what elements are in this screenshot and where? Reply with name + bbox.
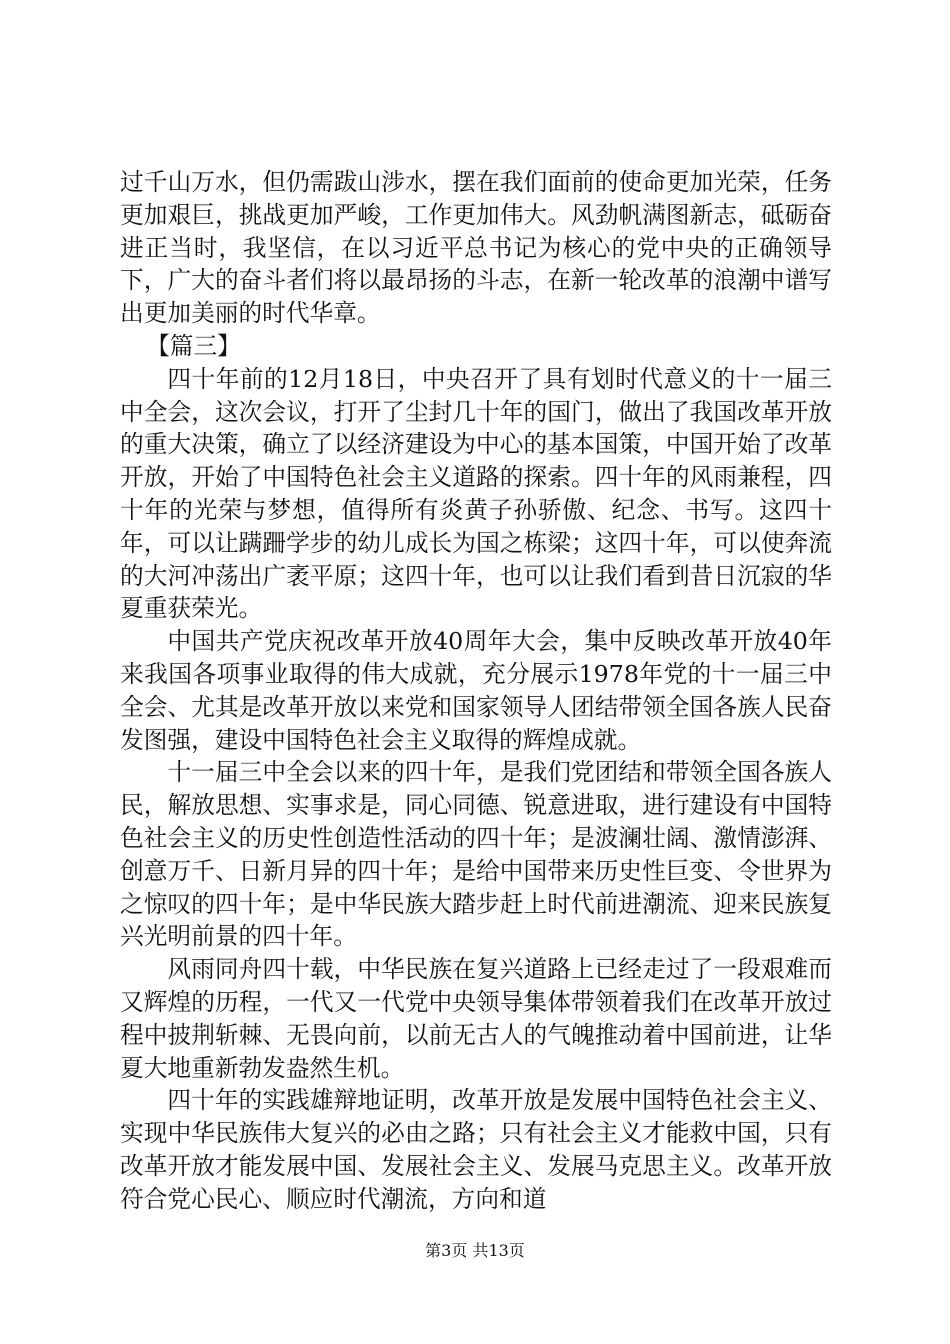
body-paragraph-1: 四十年前的12月18日，中央召开了具有划时代意义的十一届三中全会，这次会议，打开了尘封几十年的国门，做出了我国改革开放的重大决策，确立了以经济建设为中心的基本国策，中国开始了改革开放，开始了中国特色社会主义道路的探索。四十年的风雨兼程，四十年的光荣与梦想，值得所有炎黄子孙骄傲、纪念、书写。这四十年，可以让蹒跚学步的幼儿成长为国之栋梁；这四十年，可以使奔流的大河冲荡出广袤平原；这四十年，也可以让我们看到昔日沉寂的华夏重获荣光。 bbox=[120, 364, 832, 623]
document-body bbox=[120, 166, 832, 1216]
section-heading: 【篇三】 bbox=[146, 331, 241, 360]
continuation-paragraph: 过千山万水，但仍需跋山涉水，摆在我们面前的使命更加光荣，任务更加艰巨，挑战更加严峻，工作更加伟大。风劲帆满图新志，砥砺奋进正当时，我坚信，在以习近平总书记为核心的党中央的正确领导下，广大的奋斗者们将以最昂扬的斗志，在新一轮改革的浪潮中谱写出更加美丽的时代华章。 bbox=[120, 168, 832, 328]
body-paragraph-5: 四十年的实践雄辩地证明，改革开放是发展中国特色社会主义、实现中华民族伟大复兴的必由之路；只有社会主义才能救中国，只有改革开放才能发展中国、发展社会主义、发展马克思主义。改革开放符合党心民心、顺应时代潮流，方向和道 bbox=[120, 1086, 832, 1213]
body-paragraph-3: 十一届三中全会以来的四十年，是我们党团结和带领全国各族人民，解放思想、实事求是，同心同德、锐意进取，进行建设有中国特色社会主义的历史性创造性活动的四十年；是波澜壮阔、激情澎湃、创意万千、日新月异的四十年；是给中国带来历史性巨变、令世界为之惊叹的四十年；是中华民族大踏步赶上时代前进潮流、迎来民族复兴光明前景的四十年。 bbox=[120, 758, 832, 951]
body-paragraph-2: 中国共产党庆祝改革开放40周年大会，集中反映改革开放40年来我国各项事业取得的伟大成就，充分展示1978年党的十一届三中全会、尤其是改革开放以来党和国家领导人团结带领全国各族人民奋发图强，建设中国特色社会主义取得的辉煌成就。 bbox=[120, 627, 832, 754]
body-paragraph-4: 风雨同舟四十载，中华民族在复兴道路上已经走过了一段艰难而又辉煌的历程，一代又一代党中央领导集体带领着我们在改革开放过程中披荆斩棘、无畏向前，以前无古人的气魄推动着中国前进，让华夏大地重新勃发盎然生机。 bbox=[120, 955, 832, 1082]
page-number-footer: 第3页 共13页 bbox=[425, 1241, 525, 1260]
